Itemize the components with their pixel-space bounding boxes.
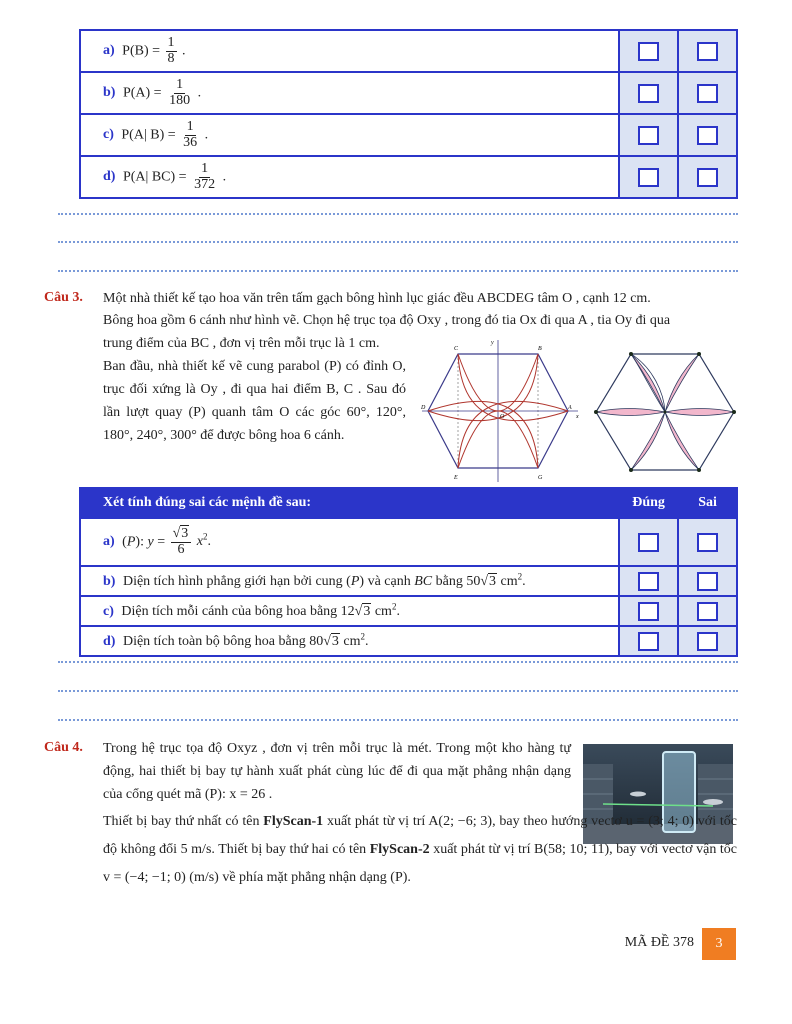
table-row (80, 30, 737, 72)
answer-line[interactable] (58, 690, 738, 692)
true-checkbox[interactable] (638, 572, 659, 591)
table-row: b) Diện tích hình phẳng giới hạn bởi cung (P) và cạnh BC bằng 50√3 $cm^2$. (80, 566, 737, 596)
flyscan-1-name: FlyScan-1 (263, 814, 324, 829)
q3-intro-line1: Một nhà thiết kế tạo hoa văn trên tấm gạch bông hình lục giác đều ABCDEG tâm O , cạnh 12 cm. (103, 291, 651, 306)
statement-a: a) P(B) = $\frac{1}{8}$ . (80, 30, 619, 72)
q3-intro-line2: Bông hoa gồm 6 cánh như hình vẽ. Chọn hệ trục tọa độ Oxy , trong đó tia Ox đi qua A , tia Oy đi qua (103, 313, 671, 328)
svg-text:G: G (538, 475, 543, 481)
false-checkbox[interactable] (697, 602, 718, 621)
table-row: c) Diện tích mỗi cánh của bông hoa bằng 12√3 $cm^2$. (80, 596, 737, 626)
false-checkbox[interactable] (697, 533, 718, 552)
table-row (80, 72, 737, 114)
q4-paragraph-1: Trong hệ trục tọa độ Oxyz , đơn vị trên mỗi trục là mét. Trong một kho hàng tự động, hai thiết bị bay tự hành xuất phát cùng lúc để đi qua mặt phẳng nhận dạng của cổng quét mã (P): x = 26 . (103, 741, 571, 802)
question-3-label: Câu 3. (44, 290, 83, 305)
q2-answer-table (79, 29, 738, 199)
answer-line[interactable] (58, 661, 738, 663)
true-checkbox[interactable] (638, 533, 659, 552)
svg-text:D: D (421, 405, 426, 411)
statement-c: c) P(A| B) = $\frac{1}{36}$ . (80, 114, 619, 156)
true-checkbox[interactable] (638, 84, 659, 103)
svg-text:y: y (491, 340, 494, 346)
svg-text:A: A (568, 405, 572, 411)
table-header-row: Xét tính đúng sai các mệnh đề sau: Đúng Sai (80, 488, 737, 518)
answer-line[interactable] (58, 241, 738, 243)
flower-figure (592, 347, 738, 477)
true-checkbox[interactable] (638, 602, 659, 621)
question-4-label: Câu 4. (44, 740, 83, 755)
answer-line[interactable] (58, 270, 738, 272)
false-checkbox[interactable] (697, 42, 718, 61)
true-checkbox[interactable] (638, 632, 659, 651)
table-row (80, 114, 737, 156)
table-row: d) Diện tích toàn bộ bông hoa bằng 80√3 $cm^2$. (80, 626, 737, 656)
exam-code: MÃ ĐỀ 378 (624, 935, 694, 950)
page-number: 3 (702, 928, 736, 960)
false-checkbox[interactable] (697, 168, 718, 187)
svg-text:x: x (576, 414, 579, 420)
table-row: a) (P): y = $\frac{√3}{6}$ $x^2$. (80, 518, 737, 566)
statement-b: b) P(A) = $\frac{1}{180}$ . (80, 72, 619, 114)
false-checkbox[interactable] (697, 84, 718, 103)
false-checkbox[interactable] (697, 572, 718, 591)
false-checkbox[interactable] (697, 632, 718, 651)
table-row (80, 156, 737, 198)
false-checkbox[interactable] (697, 126, 718, 145)
q4-paragraph-2: Thiết bị bay thứ nhất có tên FlyScan-1 xuất phát từ vị trí A(2; −6; 3), bay theo hướng vectơ u = (3; 4; 0) với tốc độ không đổi 5 m/s. Thiết bị bay thứ hai có tên FlyScan-2 xuất phát từ vị trí B(58; 10; 11), bay với vectơ vận tốc v = (−4; −1; 0) (m/s) về phía mặt phẳng nhận dạng (P). (103, 814, 738, 885)
true-checkbox[interactable] (638, 126, 659, 145)
statement-d: d) P(A| BC) = $\frac{1}{372}$ . (80, 156, 619, 198)
true-checkbox[interactable] (638, 168, 659, 187)
hexagon-parabola-figure (418, 336, 584, 486)
flyscan-2-name: FlyScan-2 (369, 842, 430, 857)
q3-true-false-table (79, 487, 738, 657)
label-C: C (454, 346, 459, 352)
svg-text:B: B (538, 346, 542, 352)
q3-intro-line3: trung điểm của BC , đơn vị trên mỗi trục là 1 cm. (103, 336, 380, 351)
answer-line[interactable] (58, 719, 738, 721)
answer-line[interactable] (58, 213, 738, 215)
q3-body: Ban đầu, nhà thiết kế vẽ cung parabol (P) có đỉnh O, trục đối xứng là Oy , đi qua hai điểm B, C . Sau đó lần lượt quay (P) quanh tâm O các góc 60°, 120°, 180°, 240°, 300° để được bông hoa 6 cánh. (103, 359, 406, 443)
svg-text:O: O (500, 414, 505, 420)
svg-text:E: E (454, 475, 458, 481)
true-checkbox[interactable] (638, 42, 659, 61)
